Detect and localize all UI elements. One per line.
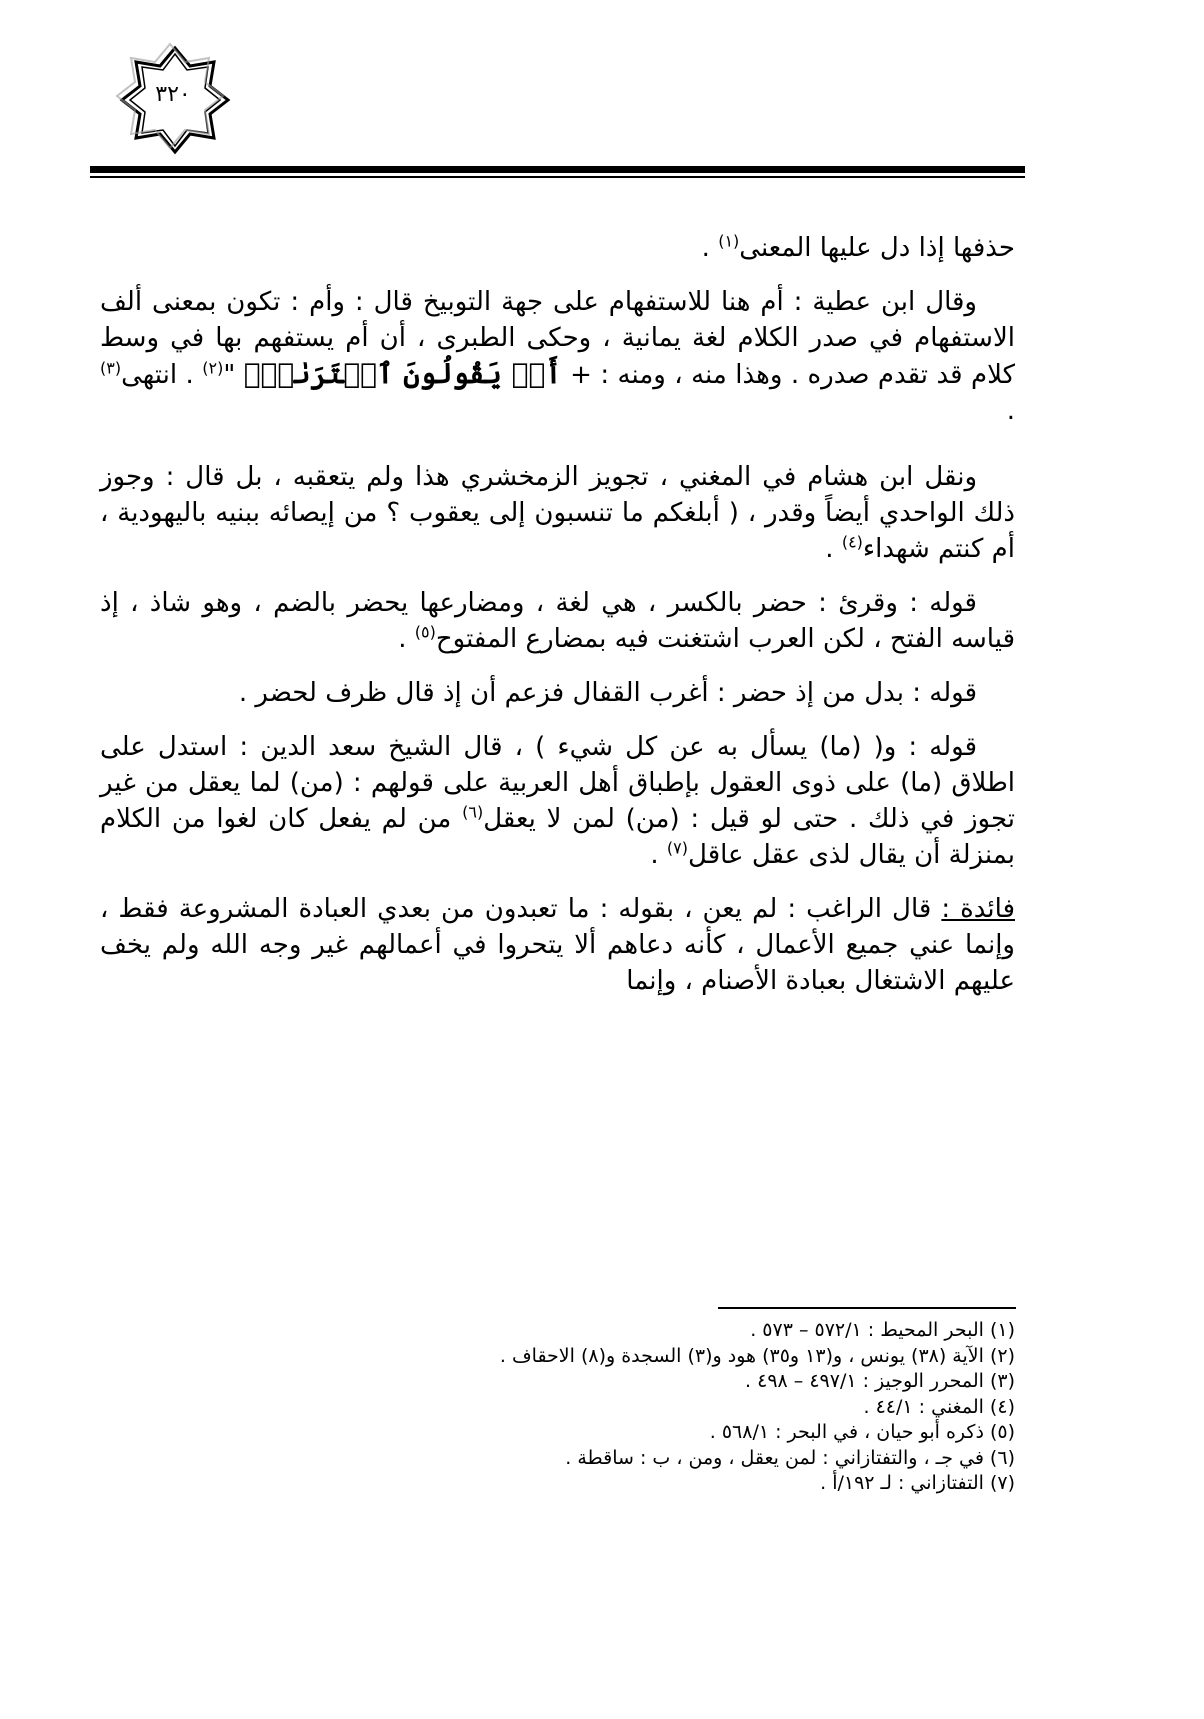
footnote-ref: (٣) — [100, 358, 122, 378]
paragraph-6: قوله : و( (ما) يسأل به عن كل شيء ) ، قال الشيخ سعد الدين : استدل على اطلاق (ما) على ذوى العقول بإطباق أهل العربية على قولهم : (من) لما يعقل من غير تجوز في ذلك . حتى لو قيل : (من) لمن لا يعقل$^{(٦)}$ من لم يفعل كان لغوا من الكلام بمنزلة أن يقال لذى عقل عاقل$^{(٧)}$ . — [100, 732, 1015, 870]
main-text — [100, 230, 1015, 1017]
footnote: (١) البحر المحيط : ٥٧٢/١ – ٥٧٣ . — [750, 1319, 1015, 1341]
header-rule-thick — [90, 166, 1025, 173]
paragraph-3: ونقل ابن هشام في المغني ، تجويز الزمخشري هذا ولم يتعقبه ، بل قال : وجوز ذلك الواحدي أيضاً وقدر ، ( أبلغكم ما تنسبون إلى يعقوب ؟ من إيصائه ببنيه باليهودية ، أم كنتم شهداء$^{(٤)}$ . — [100, 462, 1015, 564]
footnote: (٦) في جـ ، والتفتازاني : لمن يعقل ، ومن ، ب : ساقطة . — [565, 1446, 1015, 1469]
paragraph-7: فائدة : قال الراغب : لم يعن ، بقوله : ما تعبدون من بعدي العبادة المشروعة فقط ، وإنما عني جميع الأعمال ، كأنه دعاهم ألا يتحروا في أعمالهم غير وجه الله ولم يخف عليهم الاشتغال بعبادة الأصنام ، وإنما — [100, 894, 1015, 996]
footnote: (٢) الآية (٣٨) يونس ، و(١٣ و٣٥) هود و(٣) السجدة و(٨) الاحقاف . — [499, 1344, 1015, 1367]
paragraph-1: حذفها إذا دل عليها المعنى$^{(١)}$ . — [701, 231, 1015, 263]
footnote-ref: (٦) — [462, 802, 484, 822]
quran-verse: أَمۡ يَقُولُونَ ٱفۡتَرَىٰهُۖ — [243, 357, 562, 390]
footnote: (٥) ذكره أبو حيان ، في البحر : ٥٦٨/١ . — [709, 1421, 1015, 1443]
footnote-ref: (٧) — [666, 838, 688, 858]
footnote-ref: (٢) — [202, 358, 224, 378]
paragraph-4: قوله : وقرئ : حضر بالكسر ، هي لغة ، ومضارعها يحضر بالضم ، وهو شاذ ، إذ قياسه الفتح ، لكن العرب اشتغنت فيه بمضارع المفتوح$^{(٥)}$ . — [100, 588, 1015, 654]
paragraph-2: وقال ابن عطية : أم هنا للاستفهام على جهة التوبيخ قال : وأم : تكون بمعنى ألف الاستفهام في صدر الكلام لغة يمانية ، وحكى الطبرى ، أن أم يستفهم بها في وسط كلام قد تقدم صدره . وهذا منه ، ومنه : + أَمۡ يَقُولُونَ ٱفۡتَرَىٰهُۖ "$^{(٢)}$ . انتهى$^{(٣)}$ . — [100, 287, 1015, 426]
footnote: (٤) المغني : ٤٤/١ . — [863, 1395, 1015, 1418]
footnote-ref: (٥) — [414, 622, 436, 642]
header-rule-thin — [90, 176, 1025, 178]
paragraph-5: قوله : بدل من إذ حضر : أغرب القفال فزعم أن إذ قال ظرف لحضر . — [238, 678, 977, 708]
page-number: ٣٢٠ — [155, 82, 191, 107]
footnote-separator — [718, 1307, 1016, 1309]
fayda-label: فائدة : — [941, 894, 1015, 924]
footnote-ref: (١) — [718, 231, 740, 251]
footnote: (٣) المحرر الوجيز : ٤٩٧/١ – ٤٩٨ . — [745, 1370, 1015, 1392]
footnote: (٧) التفتازاني : لـ ١٩٢/أ . — [820, 1472, 1015, 1494]
footnotes — [100, 1318, 1015, 1497]
footnote-ref: (٤) — [841, 532, 863, 552]
